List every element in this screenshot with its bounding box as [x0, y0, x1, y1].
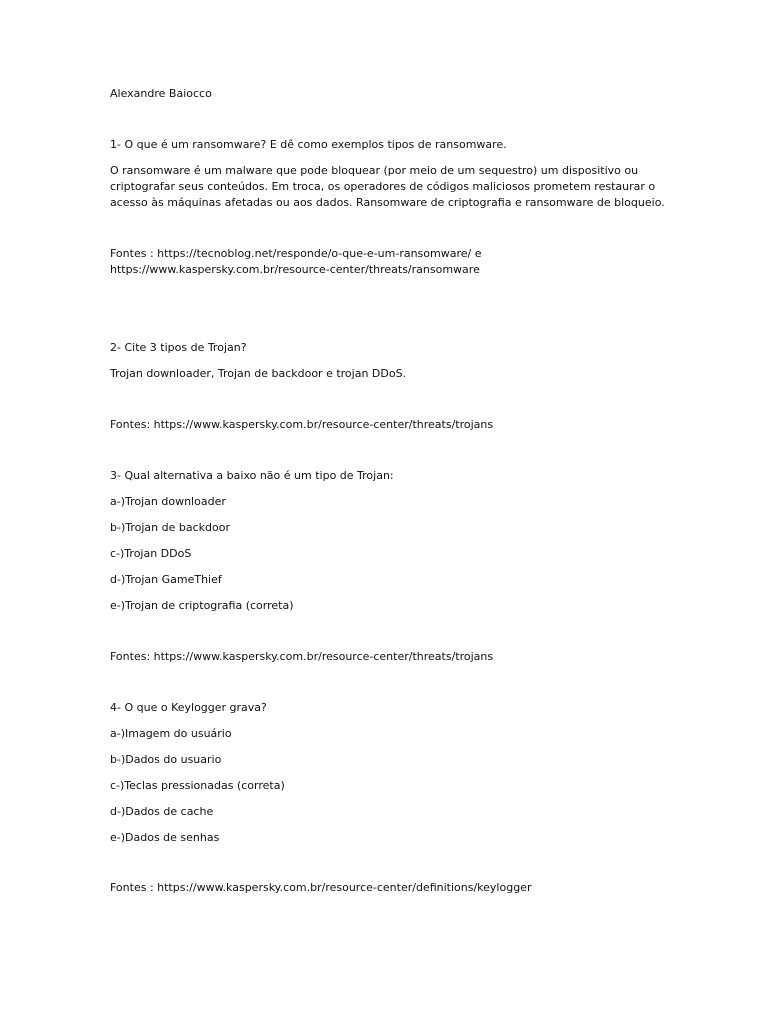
option-4c: c-)Teclas pressionadas (correta)	[110, 779, 285, 792]
question-3: 3- Qual alternativa a baixo não é um tipo de Trojan:	[110, 469, 394, 482]
option-3d: d-)Trojan GameThief	[110, 573, 222, 586]
option-4d: d-)Dados de cache	[110, 805, 214, 818]
question-1: 1- O que é um ransomware? E dê como exemplos tipos de ransomware.	[110, 138, 507, 151]
sources-2: Fontes: https://www.kaspersky.com.br/resource-center/threats/trojans	[110, 418, 494, 431]
option-4e: e-)Dados de senhas	[110, 831, 220, 844]
option-4b: b-)Dados do usuario	[110, 753, 222, 766]
option-3b: b-)Trojan de backdoor	[110, 521, 230, 534]
sources-4: Fontes : https://www.kaspersky.com.br/resource-center/definitions/keylogger	[110, 881, 532, 894]
sources-3: Fontes: https://www.kaspersky.com.br/resource-center/threats/trojans	[110, 650, 494, 663]
sources-1-line: Fontes : https://tecnoblog.net/responde/o-que-e-um-ransomware/ e	[110, 247, 482, 260]
answer-1-line: acesso às máquinas afetadas ou aos dados. Ransomware de criptografia e ransomware de bloqueio.	[110, 196, 665, 209]
option-4a: a-)Imagem do usuário	[110, 727, 232, 740]
option-3c: c-)Trojan DDoS	[110, 547, 192, 560]
author-name: Alexandre Baiocco	[110, 87, 212, 100]
option-3a: a-)Trojan downloader	[110, 495, 226, 508]
answer-1-line: O ransomware é um malware que pode bloquear (por meio de um sequestro) um dispositivo ou	[110, 164, 639, 177]
answer-2: Trojan downloader, Trojan de backdoor e trojan DDoS.	[110, 367, 407, 380]
sources-1-line: https://www.kaspersky.com.br/resource-center/threats/ransomware	[110, 263, 480, 276]
question-2: 2- Cite 3 tipos de Trojan?	[110, 341, 247, 354]
option-3e: e-)Trojan de criptografia (correta)	[110, 599, 294, 612]
question-4: 4- O que o Keylogger grava?	[110, 701, 267, 714]
answer-1-line: criptografar seus conteúdos. Em troca, os operadores de códigos maliciosos prometem restaurar o	[110, 180, 656, 193]
